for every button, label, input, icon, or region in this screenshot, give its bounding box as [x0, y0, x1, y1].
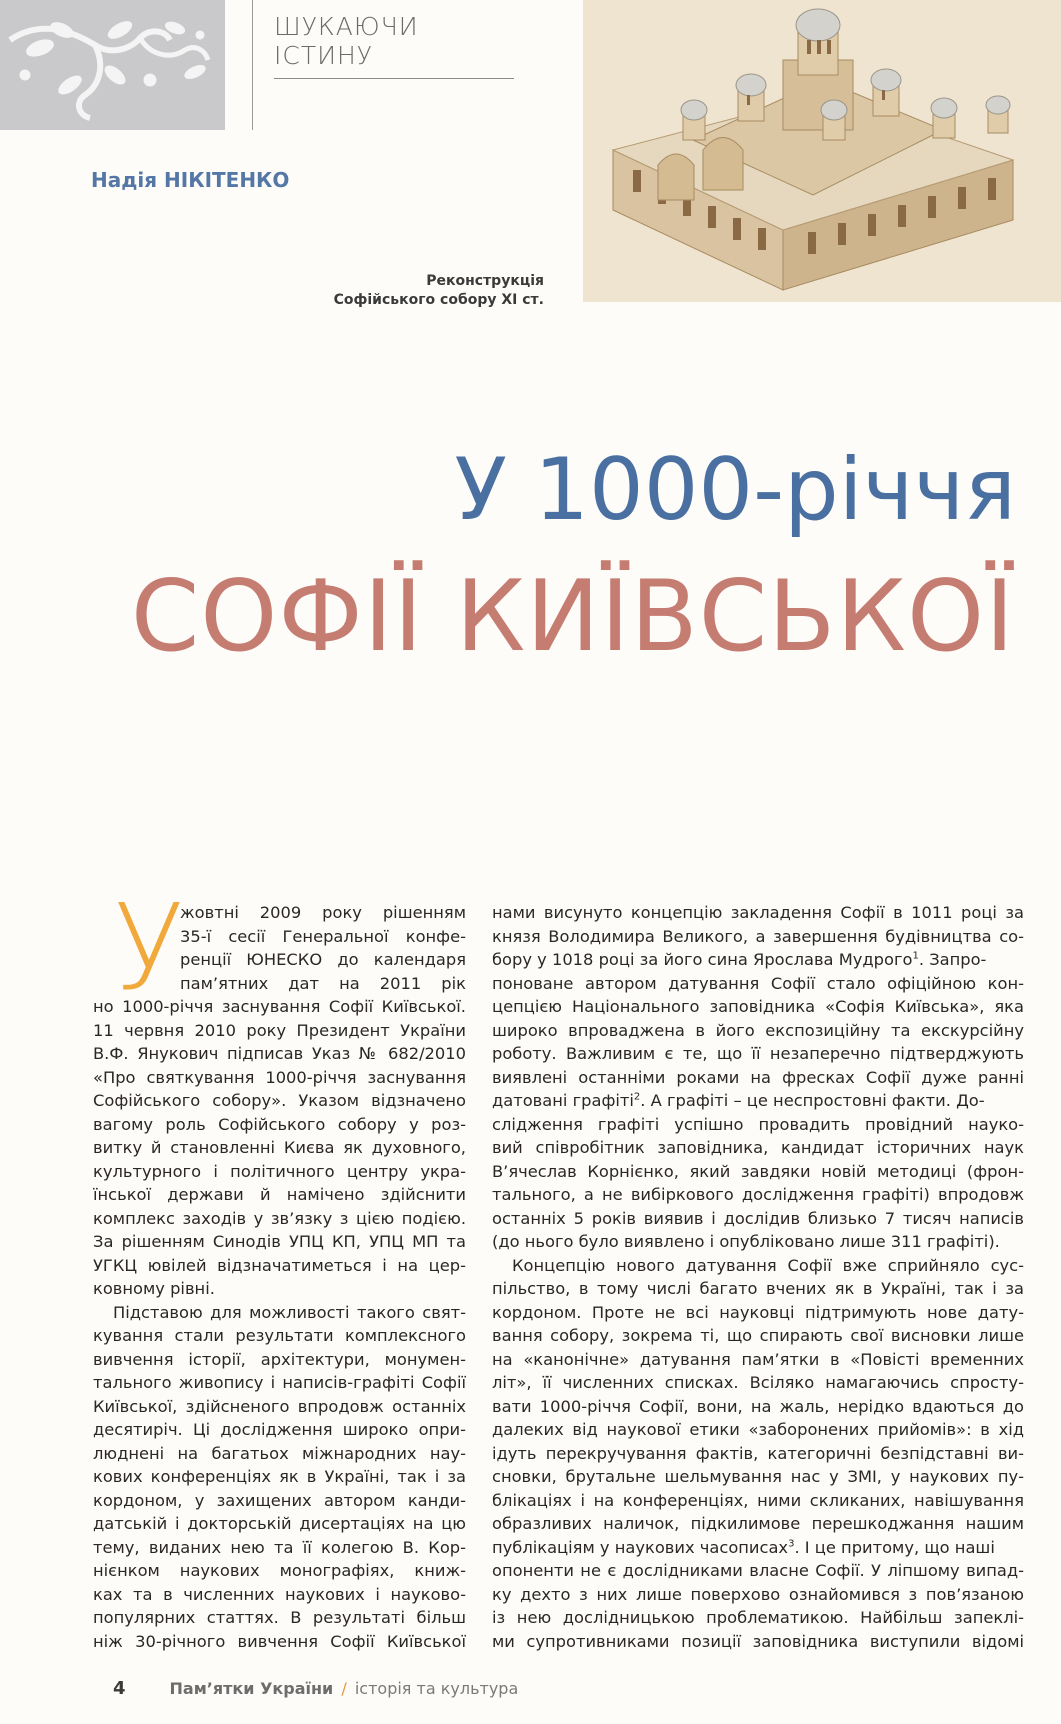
text-line: Київської, здійсненого впродовж останніх — [93, 1396, 466, 1416]
floral-ornament-icon — [0, 0, 225, 130]
text-line: виявлені останніми роками на фресках Софії дуже ранні — [492, 1067, 1024, 1087]
caption-line: Софійського собору XI ст. — [333, 292, 544, 308]
text-line: пільство, в тому числі багато вчених як в Україні, так і за — [492, 1279, 1024, 1298]
text-line: сновки, брутальне шельмування нас у ЗМІ, у наукових пу- — [492, 1467, 1024, 1486]
text-line: ми супротивниками позиції заповідника виступили відомі — [492, 1631, 1024, 1651]
footer-slash: / — [341, 1679, 347, 1698]
text-line: популярних статтях. В результаті більш — [93, 1608, 466, 1627]
text-line: літ», її численних списках. Всіляко намагаючись спросту- — [492, 1373, 1024, 1392]
text-line: ідуть перекручування фактів, категоричні безпідставні ви- — [492, 1443, 1024, 1463]
text-line: опоненти не є дослідниками власне Софії. У ліпшому випад- — [492, 1561, 1024, 1580]
footnote-ref[interactable]: 2 — [633, 1091, 641, 1103]
text-line: комплекс заходів у зв’язку з цією подією. — [93, 1208, 466, 1228]
text-line: останніх 5 років виявив і дослідив близько 7 тисяч написів — [492, 1208, 1024, 1228]
header-divider — [252, 0, 253, 130]
ornament-panel — [0, 0, 225, 130]
text-line: із нею дослідницькою проблематикою. Найбільш запеклі- — [492, 1608, 1024, 1627]
text-line: князя Володимира Великого, а завершення будівництва со- — [492, 926, 1024, 946]
image-caption — [334, 272, 544, 310]
caption-line: Реконструкція — [426, 273, 544, 289]
text-line: поноване автором датування Софії стало офіційною кон- — [492, 973, 1024, 993]
text-line: (до нього було виявлено і опубліковано лише 311 графіті). — [492, 1232, 1000, 1251]
text-line: кордоном. Проте не всі науковці підтримують нове дату- — [492, 1302, 1024, 1322]
text-line: витку й становленні Києва як духовного, — [93, 1138, 466, 1157]
text-fragment: . Запро- — [918, 950, 987, 969]
text-line: В’ячеслав Корнієнко, який завдяки новій методиці (фрон- — [492, 1161, 1024, 1181]
text-line: жовтні 2009 року рішенням — [180, 903, 466, 922]
footnote-ref[interactable]: 3 — [788, 1538, 795, 1550]
text-line: їнської держави й намічено здійснити — [93, 1185, 466, 1204]
text-line: вий співробітник заповідника, кандидат історичних наук — [492, 1138, 1024, 1157]
text-line: «Про святкування 1000-річчя заснування — [93, 1067, 466, 1087]
text-line: слідження графіті успішно провадить провідний науко- — [492, 1114, 1024, 1134]
text-fragment: публікаціям у наукових часописах — [492, 1537, 789, 1557]
text-line: УГКЦ ювілей відзначатиметься і на цер- — [93, 1255, 466, 1275]
text-line: Концепцію нового датування Софії вже сприйняло сус- — [512, 1255, 1024, 1275]
text-line: культурного і політичного центру укра- — [93, 1161, 466, 1181]
text-line: образливих наличок, підкилимове перешкоджання нашим — [492, 1514, 1024, 1533]
text-line: люднені на багатьох міжнародних нау- — [93, 1443, 466, 1463]
text-line: ніж 30-річного вивчення Софії Київської — [93, 1631, 466, 1651]
text-line: цепцією Національного заповідника «Софія Київська», яка — [492, 997, 1024, 1016]
text-line: Підставою для можливості такого свят- — [113, 1302, 466, 1322]
text-fragment: . А графіті – це неспростовні факти. До- — [640, 1091, 985, 1110]
text-line: блікаціях і на конференціях, ними скликаних, навішування — [492, 1490, 1024, 1510]
text-line: тального, а не вибіркового дослідження графіті) впродовж — [492, 1185, 1024, 1204]
magazine-subtitle: історія та культура — [354, 1679, 519, 1698]
text-line: ках та в численних наукових і науково- — [93, 1584, 466, 1604]
text-line: 35-ї сесії Генеральної конфе- — [180, 926, 466, 946]
text-line: но 1000-річчя заснування Софії Київської. — [93, 997, 466, 1016]
text-line: тему, виданих нею та її колегою В. Кор- — [93, 1537, 466, 1557]
page-number: 4 — [113, 1678, 126, 1699]
text-line: кордоном, у захищених автором канди- — [93, 1490, 466, 1510]
headline-line-1: У 1000-річчя — [454, 440, 1016, 540]
text-line: вивчення історії, архітектури, монумен- — [93, 1349, 466, 1369]
text-fragment: бору у 1018 році за його сина Ярослава Мудрого — [492, 950, 913, 969]
cathedral-reconstruction-image — [583, 0, 1061, 302]
text-line: ковному рівні. — [93, 1279, 215, 1298]
headline-line-2: СОФІЇ КИЇВСЬКОЇ — [130, 560, 1015, 674]
text-line: В.Ф. Янукович підписав Указ № 682/2010 — [93, 1044, 466, 1063]
section-title: ШУКАЮЧИ ІСТИНУ — [274, 12, 514, 79]
text-line: нієнком наукових монографіях, книж- — [93, 1561, 466, 1580]
text-line: пам’ятних дат на 2011 рік — [180, 973, 466, 993]
text-line: широко впроваджена в його експозиційну та екскурсійну — [492, 1020, 1024, 1040]
text-fragment: . І це притому, що наші — [794, 1537, 995, 1557]
text-line: вати 1000-річчя Софії, вони, на жаль, нерідко вдаються до — [492, 1396, 1024, 1416]
article-column-right — [492, 901, 1024, 1653]
text-line: вагому роль Софійського собору у роз- — [93, 1114, 466, 1134]
text-line: кування стали результати комплексного — [93, 1326, 466, 1345]
text-line: тального живопису і написів-графіті Софії — [93, 1373, 466, 1392]
text-line: ренції ЮНЕСКО до календаря — [180, 950, 466, 969]
text-line: на «канонічне» датування пам’ятки в «Повісті временних — [492, 1349, 1024, 1369]
cathedral-illustration-icon — [583, 0, 1061, 302]
text-line: кових конференціях як в Україні, так і за — [93, 1467, 466, 1486]
text-line-with-footnote — [492, 1089, 1024, 1113]
magazine-title: Пам’ятки України — [169, 1679, 334, 1698]
text-line: нами висунуто концепцію закладення Софії в 1011 році за — [492, 903, 1024, 922]
text-line: 11 червня 2010 року Президент України — [93, 1020, 466, 1040]
drop-cap: У — [113, 878, 185, 1016]
text-line: далеких від наукової етики «заборонених прийомів»: в хід — [492, 1420, 1024, 1439]
footnote-ref[interactable]: 1 — [912, 950, 919, 962]
page-footer — [113, 1678, 518, 1699]
text-line: ку дехто з них лише поверхово ознайомився з пов’язаною — [492, 1584, 1024, 1604]
text-fragment: датовані графіті — [492, 1091, 634, 1110]
text-line-with-footnote — [492, 948, 1024, 972]
text-line: датській і докторській дисертаціях на цю — [93, 1514, 466, 1533]
text-line: Софійського собору». Указом відзначено — [93, 1091, 466, 1110]
text-line: роботу. Важливим є те, що її незаперечно підтверджують — [492, 1044, 1024, 1063]
text-line: десятиріч. Ці дослідження широко опри- — [93, 1420, 466, 1439]
text-line: вання собору, зокрема ті, що спирають свої висновки лише — [492, 1326, 1024, 1345]
author-name: Надія НІКІТЕНКО — [91, 168, 290, 192]
article-column-left — [93, 878, 466, 1653]
text-line-with-footnote — [492, 1536, 1024, 1560]
text-line: За рішенням Синодів УПЦ КП, УПЦ МП та — [93, 1232, 466, 1251]
